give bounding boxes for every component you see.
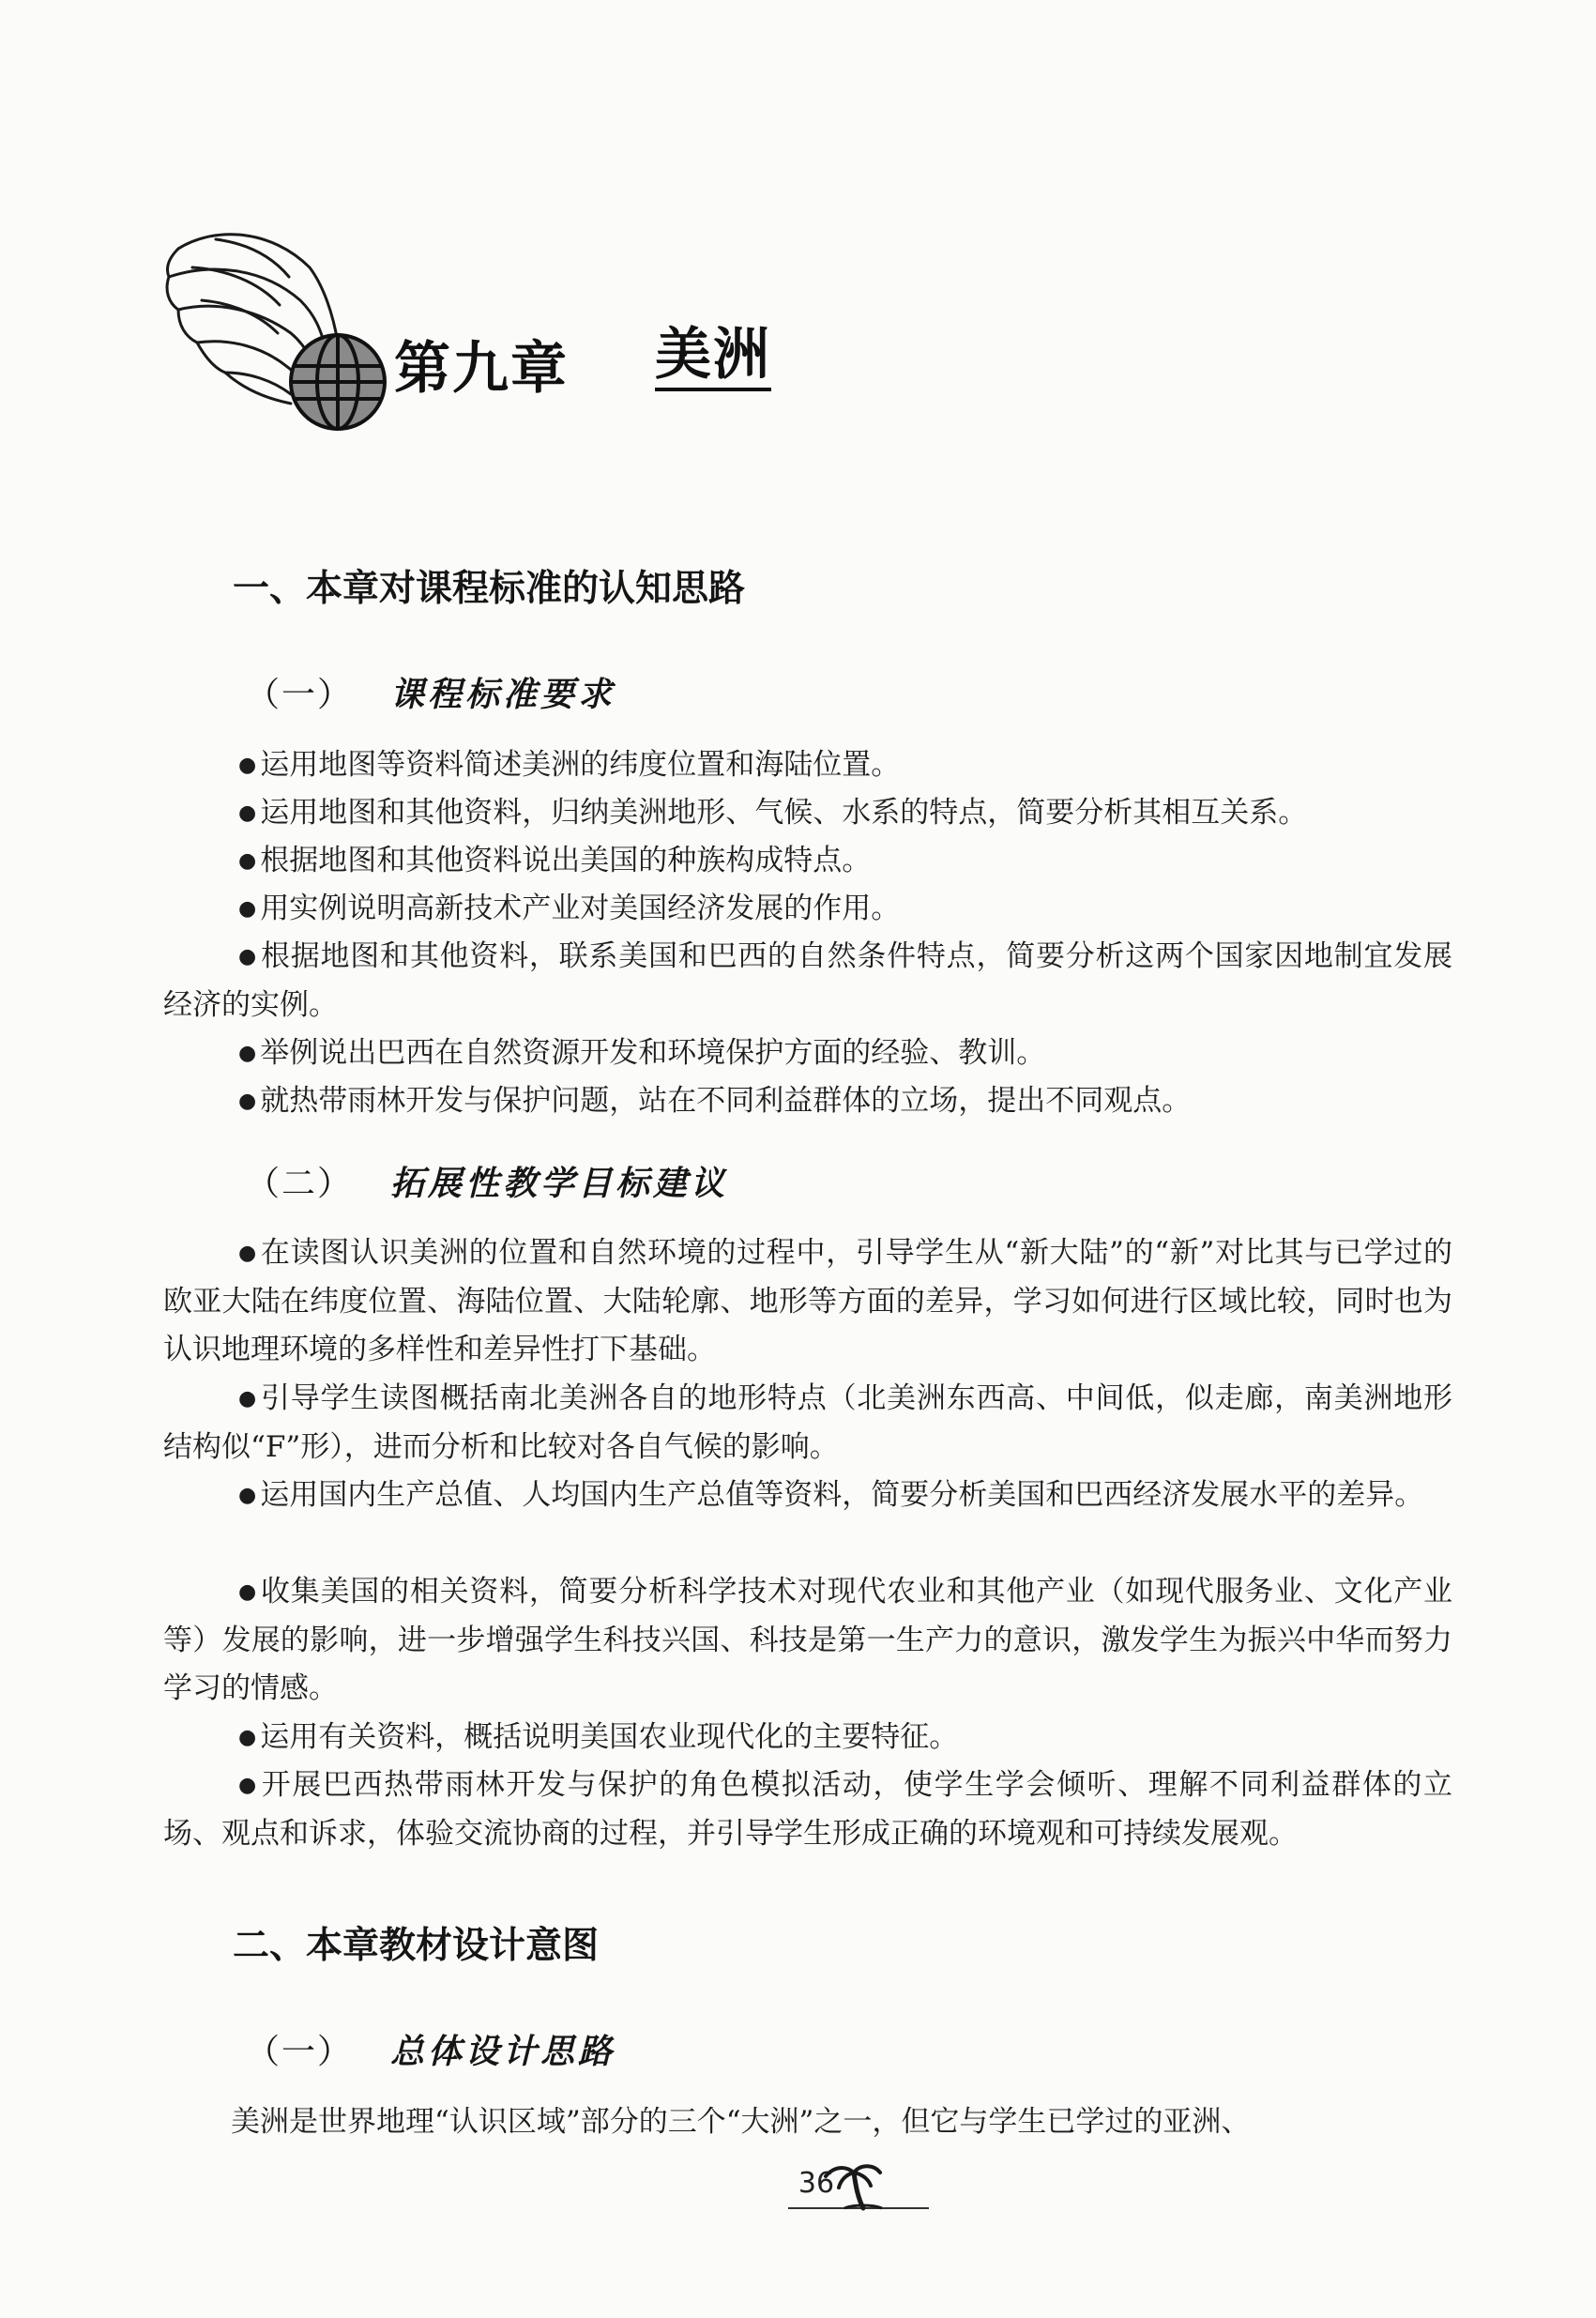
- bullet-icon: ●: [238, 801, 257, 825]
- list-item: ● 举例说出巴西在自然资源开发和环境保护方面的经验、教训。: [238, 1036, 1046, 1070]
- subsection-heading-1-1: [246, 668, 616, 716]
- body-paragraph: 美洲是世界地理“认识区域”部分的三个“大洲”之一，但它与学生已学过的亚洲、: [231, 2105, 1251, 2139]
- subsection-number: （一）: [246, 2033, 354, 2071]
- list-item: ● 运用有关资料，概括说明美国农业现代化的主要特征。: [238, 1720, 959, 1754]
- list-item: ● 引导学生读图概括南北美洲各自的地形特点（北美洲东西高、中间低，似走廊，南美洲地形结构似“F”形），进而分析和比较对各自气候的影响。: [163, 1381, 1452, 1464]
- bullet-icon: ●: [238, 1484, 257, 1507]
- list-item: ● 开展巴西热带雨林开发与保护的角色模拟活动，使学生学会倾听、理解不同利益群体的立场、观点和诉求，体验交流协商的过程，并引导学生形成正确的环境观和可持续发展观。: [163, 1768, 1452, 1851]
- bullet-icon: ●: [238, 1580, 257, 1604]
- subsection-title: 总体设计思路: [390, 2032, 616, 2071]
- list-item: ● 运用国内生产总值、人均国内生产总值等资料，简要分析美国和巴西经济发展水平的差异。: [238, 1478, 1424, 1512]
- bullet-icon: ●: [238, 1387, 257, 1411]
- bullet-icon: ●: [238, 897, 257, 921]
- chapter-number: 第九章: [394, 336, 569, 402]
- section-heading-2: 二、本章教材设计意图: [233, 1925, 600, 1967]
- subsection-number: （一）: [246, 676, 354, 714]
- subsection-number: （二）: [246, 1165, 354, 1203]
- list-item: ● 就热带雨林开发与保护问题，站在不同利益群体的立场，提出不同观点。: [238, 1084, 1192, 1118]
- bullet-icon: ●: [238, 1726, 257, 1749]
- page-footer: [788, 2163, 976, 2229]
- subsection-heading-2-1: [246, 2025, 616, 2073]
- bullet-icon: ●: [238, 849, 257, 873]
- bullet-icon: ●: [238, 945, 257, 968]
- subsection-title: 课程标准要求: [390, 675, 616, 714]
- list-item: ● 运用地图等资料简述美洲的纬度位置和海陆位置。: [238, 748, 901, 782]
- chapter-header: [160, 211, 816, 436]
- subsection-title: 拓展性教学目标建议: [390, 1164, 729, 1203]
- page-number: 36: [798, 2167, 835, 2200]
- list-item: ● 在读图认识美洲的位置和自然环境的过程中，引导学生从“新大陆”的“新”对比其与已学过的欧亚大陆在纬度位置、海陆位置、大陆轮廓、地形等方面的差异，学习如何进行区域比较，同时也为认识地理环境的多样性和差异性打下基础。: [163, 1236, 1453, 1366]
- bullet-icon: ●: [238, 1042, 257, 1065]
- list-item: ● 用实例说明高新技术产业对美国经济发展的作用。: [238, 892, 901, 925]
- list-item: ● 根据地图和其他资料说出美国的种族构成特点。: [238, 844, 872, 877]
- bullet-icon: ●: [238, 1242, 257, 1265]
- section-heading-1: 一、本章对课程标准的认知思路: [233, 568, 746, 610]
- winged-globe-icon: [160, 211, 394, 436]
- list-item: ● 运用地图和其他资料，归纳美洲地形、气候、水系的特点，简要分析其相互关系。: [238, 796, 1308, 830]
- bullet-icon: ●: [238, 1090, 257, 1113]
- bullet-icon: ●: [238, 754, 257, 777]
- subsection-heading-1-2: [246, 1157, 728, 1205]
- palm-tree-icon: [788, 2163, 976, 2229]
- list-item: ● 收集美国的相关资料，简要分析科学技术对现代农业和其他产业（如现代服务业、文化产业等）发展的影响，进一步增强学生科技兴国、科技是第一生产力的意识，激发学生为振兴中华而努力学习的情感。: [163, 1575, 1452, 1705]
- chapter-title: 美洲: [655, 324, 771, 391]
- list-item: ● 根据地图和其他资料，联系美国和巴西的自然条件特点，简要分析这两个国家因地制宜发展经济的实例。: [163, 939, 1452, 1022]
- bullet-icon: ●: [238, 1774, 258, 1797]
